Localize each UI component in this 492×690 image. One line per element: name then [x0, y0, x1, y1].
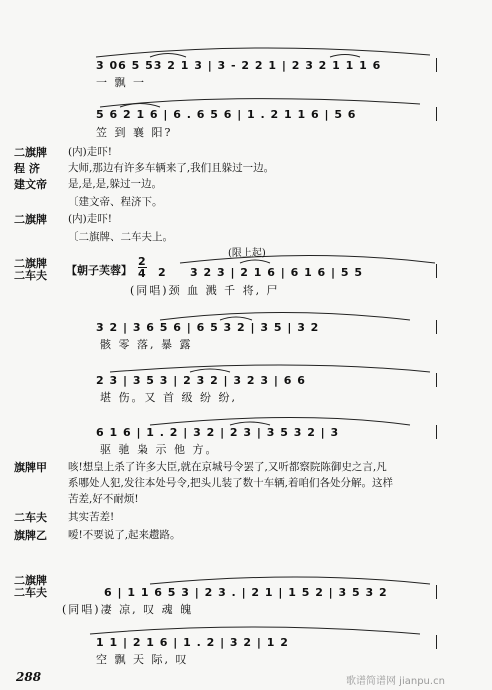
lyrics-row-3: (同唱)颈 血 溅 千 将, 尸: [130, 284, 280, 297]
lyrics-row-2: 笠 到 襄 阳?: [96, 126, 173, 139]
tempo-cue: (限上起): [228, 248, 266, 259]
dialogue-line: 咳!想皇上杀了许多大臣,就在京城号令罢了,又听都察院陈御史之言,凡: [68, 461, 387, 473]
role-label: 程 济: [14, 162, 40, 175]
lyrics-row-5: 堪 伤。又 首 级 纷 纷,: [100, 391, 237, 404]
dialogue-line: (内)走吓!: [68, 213, 112, 225]
tune-name: 【朝子芙蓉】: [66, 264, 132, 277]
bar-line: [436, 585, 437, 599]
dialogue-line: 大师,那边有许多车辆来了,我们且躲过一边。: [68, 162, 275, 174]
dialogue-line: 其实苦差!: [68, 511, 115, 523]
notation-row-7: 6 | 1 1 6 5 3 | 2 3 . | 2 1 | 1 5 2 | 3 5 3 2: [104, 586, 388, 599]
notation-row-3: 3 2 3 | 2 1 6 | 6 1 6 | 5 5: [190, 266, 364, 279]
lyrics-row-6: 驱 驰 枭 示 他 方。: [100, 443, 219, 456]
watermark: 歌谱简谱网 jianpu.cn: [346, 676, 445, 687]
role-label-pair: 二旗牌 二车夫: [14, 257, 47, 282]
role-label: 旗牌甲: [14, 461, 47, 474]
dialogue-line: (内)走吓!: [68, 146, 112, 158]
notation-row-4: 3 2 | 3 6 5 6 | 6 5 3 2 | 3 5 | 3 2: [96, 321, 320, 334]
bar-line: [436, 58, 437, 72]
notation-row-2: 5 6 2 1 6 | 6 . 6 5 6 | 1 . 2 1 1 6 | 5 6: [96, 108, 357, 121]
lyrics-row-8: 空 飘 天 际, 叹: [96, 653, 189, 666]
dialogue-line: 系哪处人犯,发往本处号令,把头儿装了数十车辆,着咱们各处分解。这样: [68, 477, 394, 489]
role-label: 建文帝: [14, 178, 47, 191]
role-label: 旗牌乙: [14, 529, 47, 542]
notation-row-6: 6 1 6 | 1 . 2 | 3 2 | 2 3 | 3 5 3 2 | 3: [96, 426, 340, 439]
dialogue-line: 苦差,好不耐烦!: [68, 493, 139, 505]
role-label-pair: 二旗牌 二车夫: [14, 574, 47, 599]
dialogue-line: 是,是,是,躲过一边。: [68, 178, 163, 190]
lyrics-row-4: 骸 零 落, 暴 露: [100, 338, 193, 351]
role-label: 二旗牌: [14, 213, 47, 226]
dialogue-line: 嗳!不要说了,起来趱路。: [68, 529, 181, 541]
bar-line: [436, 425, 437, 439]
meter-bottom: 4: [138, 267, 147, 280]
stage-direction: 〔建文帝、程济下。: [68, 196, 163, 208]
bar-line: [436, 373, 437, 387]
pickup-note: 2: [158, 266, 167, 279]
meter-top: 2: [138, 255, 147, 268]
role-label: 二车夫: [14, 511, 47, 524]
bar-line: [436, 635, 437, 649]
notation-row-1: 3 06 5 53 2 1 3 | 3 - 2 2 1 | 2 3 2 1 1 1 6: [96, 59, 382, 72]
bar-line: [436, 107, 437, 121]
stage-direction: 〔二旗牌、二车夫上。: [68, 231, 173, 243]
notation-row-8: 1 1 | 2 1 6 | 1 . 2 | 3 2 | 1 2: [96, 636, 289, 649]
role-label: 二旗牌: [14, 146, 47, 159]
bar-line: [436, 320, 437, 334]
bar-line: [436, 264, 437, 278]
time-signature: [138, 256, 147, 279]
lyrics-row-7: (同唱)凄 凉, 叹 魂 魄: [62, 603, 194, 616]
notation-row-5: 2 3 | 3 5 3 | 2 3 2 | 3 2 3 | 6 6: [96, 374, 306, 387]
page-number: 288: [16, 670, 42, 684]
lyrics-row-1: 一 飘 一: [96, 76, 146, 89]
